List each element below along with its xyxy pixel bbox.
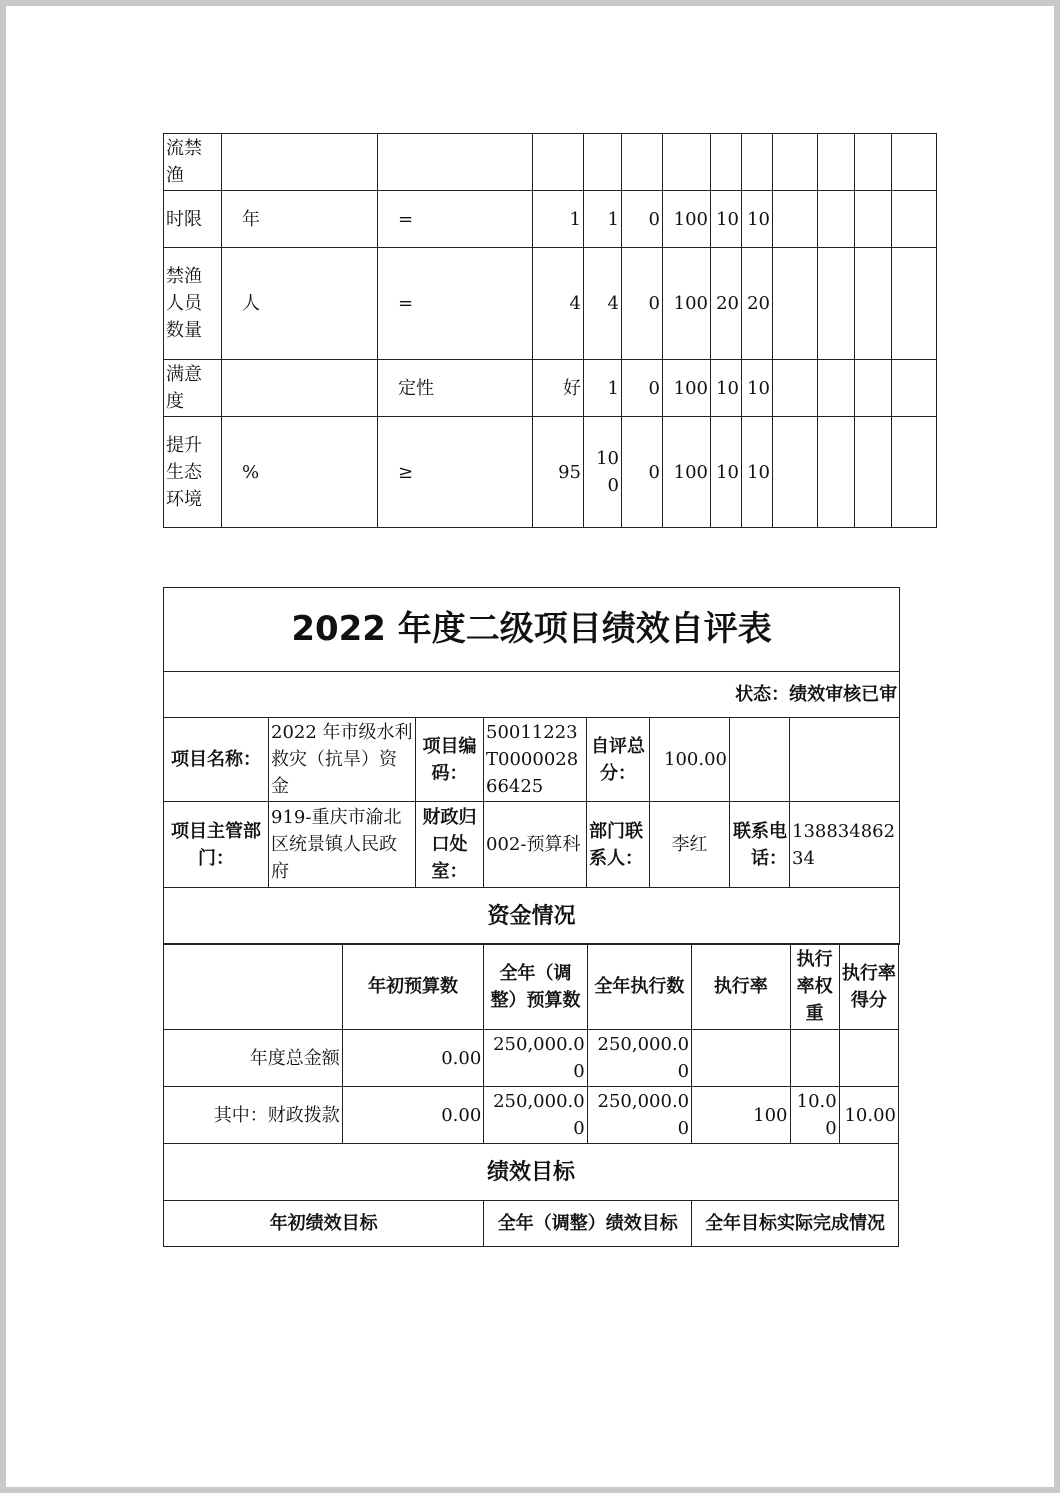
project-code-label: 项目编码： bbox=[416, 718, 484, 802]
fund-initial: 0.00 bbox=[342, 1030, 484, 1087]
indicator-unit: % bbox=[222, 417, 378, 528]
indicator-name: 流禁渔 bbox=[164, 134, 222, 191]
fund-initial: 0.00 bbox=[342, 1087, 484, 1144]
indicator-weight: 100 bbox=[663, 360, 711, 417]
table-row bbox=[164, 191, 937, 248]
fund-rate bbox=[692, 1030, 790, 1087]
phone-value: 13883486234 bbox=[790, 802, 900, 888]
dept-value: 919-重庆市渝北区统景镇人民政府 bbox=[269, 802, 416, 888]
indicator-score: 10 bbox=[711, 360, 742, 417]
indicator-unit: 年 bbox=[222, 191, 378, 248]
indicator-target: 4 bbox=[533, 248, 584, 360]
indicator-operator: = bbox=[378, 191, 533, 248]
project-name-value: 2022 年市级水利救灾（抗旱）资金 bbox=[269, 718, 416, 802]
table-row bbox=[164, 248, 937, 360]
fund-score: 10.00 bbox=[839, 1087, 898, 1144]
project-code-value: 50011223T000002866425 bbox=[484, 718, 587, 802]
indicator-actual: 4 bbox=[584, 248, 622, 360]
table-row bbox=[164, 360, 937, 417]
fund-row-label: 其中：财政拨款 bbox=[164, 1087, 343, 1144]
table-row bbox=[164, 888, 900, 945]
column-header: 年初预算数 bbox=[342, 944, 484, 1030]
project-name-label: 项目名称： bbox=[164, 718, 269, 802]
dept-label: 项目主管部门： bbox=[164, 802, 269, 888]
status-badge: 状态：绩效审核已审 bbox=[164, 672, 900, 718]
table-row bbox=[164, 417, 937, 528]
column-header: 年初绩效目标 bbox=[164, 1201, 484, 1247]
indicator-name: 满意度 bbox=[164, 360, 222, 417]
column-header: 执行率权重 bbox=[790, 944, 839, 1030]
column-header: 全年（调整）预算数 bbox=[484, 944, 587, 1030]
fund-score bbox=[839, 1030, 898, 1087]
indicator-gap: 0 bbox=[622, 417, 663, 528]
indicator-unit: 人 bbox=[222, 248, 378, 360]
column-header: 执行率 bbox=[692, 944, 790, 1030]
document-page bbox=[6, 6, 1054, 1487]
contact-value: 李红 bbox=[650, 802, 730, 888]
self-score-label: 自评总分： bbox=[587, 718, 650, 802]
fund-adjusted: 250,000.00 bbox=[484, 1030, 587, 1087]
indicator-operator: 定性 bbox=[378, 360, 533, 417]
contact-label: 部门联系人： bbox=[587, 802, 650, 888]
column-header: 全年执行数 bbox=[587, 944, 691, 1030]
table-row bbox=[164, 588, 900, 672]
table-row bbox=[164, 718, 900, 802]
fund-weight: 10.00 bbox=[790, 1087, 839, 1144]
form-title: 2022 年度二级项目绩效自评表 bbox=[164, 588, 900, 672]
indicator-name: 时限 bbox=[164, 191, 222, 248]
indicator-score: 10 bbox=[711, 417, 742, 528]
table-row bbox=[164, 1144, 899, 1201]
indicator-score: 10 bbox=[711, 191, 742, 248]
indicator-score: 10 bbox=[742, 417, 773, 528]
table-row bbox=[164, 802, 900, 888]
finance-office-label: 财政归口处室： bbox=[416, 802, 484, 888]
phone-label: 联系电话： bbox=[730, 802, 790, 888]
fund-adjusted: 250,000.00 bbox=[484, 1087, 587, 1144]
indicator-gap: 0 bbox=[622, 360, 663, 417]
indicator-unit bbox=[222, 360, 378, 417]
column-header: 全年目标实际完成情况 bbox=[692, 1201, 899, 1247]
table-row bbox=[164, 1087, 899, 1144]
fund-weight bbox=[790, 1030, 839, 1087]
table-row bbox=[164, 672, 900, 718]
table-row bbox=[164, 944, 899, 1030]
finance-office-value: 002-预算科 bbox=[484, 802, 587, 888]
indicator-target: 1 bbox=[533, 191, 584, 248]
indicator-actual: 1 bbox=[584, 360, 622, 417]
self-evaluation-form bbox=[163, 587, 900, 945]
indicator-gap: 0 bbox=[622, 248, 663, 360]
indicator-score: 10 bbox=[742, 191, 773, 248]
indicator-score: 20 bbox=[742, 248, 773, 360]
goals-section-title: 绩效目标 bbox=[164, 1144, 899, 1201]
self-score-value: 100.00 bbox=[650, 718, 730, 802]
fund-rate: 100 bbox=[692, 1087, 790, 1144]
indicator-score: 20 bbox=[711, 248, 742, 360]
indicator-weight: 100 bbox=[663, 248, 711, 360]
indicator-actual: 1 bbox=[584, 191, 622, 248]
indicator-name: 提升生态环境 bbox=[164, 417, 222, 528]
fund-executed: 250,000.00 bbox=[587, 1030, 691, 1087]
indicator-operator: ≥ bbox=[378, 417, 533, 528]
indicator-table bbox=[163, 133, 937, 528]
table-row bbox=[164, 1030, 899, 1087]
indicator-score: 10 bbox=[742, 360, 773, 417]
table-row bbox=[164, 134, 937, 191]
indicator-operator: = bbox=[378, 248, 533, 360]
indicator-weight: 100 bbox=[663, 417, 711, 528]
fund-row-label: 年度总金额 bbox=[164, 1030, 343, 1087]
indicator-target: 好 bbox=[533, 360, 584, 417]
column-header: 执行率得分 bbox=[839, 944, 898, 1030]
funds-table bbox=[163, 943, 899, 1247]
indicator-target: 95 bbox=[533, 417, 584, 528]
funds-section-title: 资金情况 bbox=[164, 888, 900, 945]
indicator-name: 禁渔人员数量 bbox=[164, 248, 222, 360]
column-header: 全年（调整）绩效目标 bbox=[484, 1201, 692, 1247]
table-row bbox=[164, 1201, 899, 1247]
indicator-weight: 100 bbox=[663, 191, 711, 248]
fund-executed: 250,000.00 bbox=[587, 1087, 691, 1144]
indicator-gap: 0 bbox=[622, 191, 663, 248]
indicator-actual: 100 bbox=[584, 417, 622, 528]
